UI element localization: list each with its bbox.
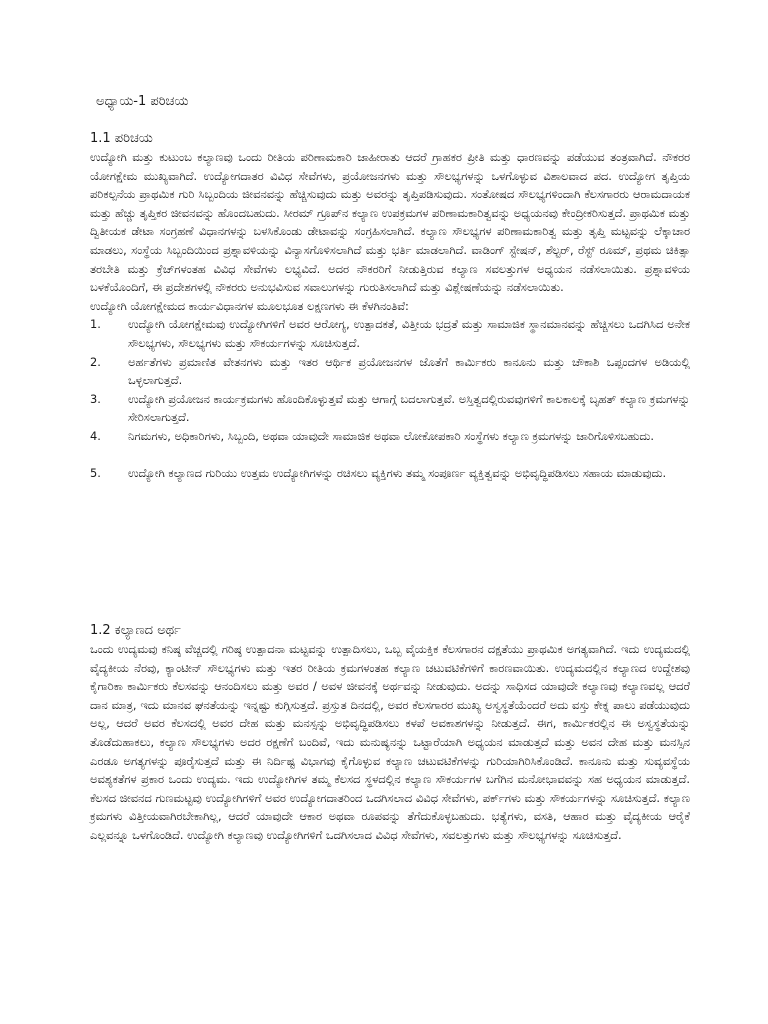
list-item-number: 1. xyxy=(90,317,101,332)
list-item-number: 4. xyxy=(90,428,101,443)
list-item-number: 3. xyxy=(90,391,101,406)
body-paragraph: ಒಂದು ಉದ್ಯಮವು ಕನಿಷ್ಠ ವೆಚ್ಚದಲ್ಲಿ ಗರಿಷ್ಠ ಉತ್ಪಾದನಾ ಮಟ್ಟವನ್ನು ಉತ್ಪಾದಿಸಲು, ಒಬ್ಬ ವೈಯಕ್ತಿಕ ಕೆಲಸಗಾರನ ದಕ್ಷತೆಯು ಪ್ರಾಥಮಿಕ ಅಗತ್ಯವಾಗಿದೆ. ಇದು ಉದ್ಯಮದಲ್ಲಿ ವೈದ್ಯಕೀಯ ನೆರವು, ಕ್ಯಾಂಟೀನ್ ಸೌಲಭ್ಯಗಳು ಮತ್ತು ಇತರ ರೀತಿಯ ಕ್ರಮಗಳಂತಹ ಕಲ್ಯಾಣ ಚಟುವಟಿಕೆಗಳಿಗೆ ಕಾರಣವಾಯಿತು. ಉದ್ಯಮದಲ್ಲಿನ ಕಲ್ಯಾಣದ ಉದ್ದೇಶವು ಕೈಗಾರಿಕಾ ಕಾರ್ಮಿಕರು ಕೆಲಸವನ್ನು ಆನಂದಿಸಲು ಮತ್ತು ಅವರ / ಅವಳ ಜೀವನಕ್ಕೆ ಅರ್ಥವನ್ನು ನೀಡುವುದು. ಅದನ್ನು ಸಾಧಿಸದ ಯಾವುದೇ ಕಲ್ಯಾಣವು ಕಲ್ಯಾಣವಲ್ಲ ಆದರೆ ದಾನ ಮಾತ್ರ, ಇದು ಮಾನವ ಘನತೆಯನ್ನು ಇನ್ನಷ್ಟು ಕುಗ್ಗಿಸುತ್ತದೆ. ಪ್ರಸ್ತುತ ದಿನದಲ್ಲಿ, ಅವರ ಕೆಲಸಗಾರರ ಮುಖ್ಯ ಅಸ್ವಸ್ಥತೆಯೆಂದರೆ ಅದು ವಸ್ತು ಕೇಕ್ನ ಪಾಲು ಪಡೆಯುವುದು ಅಲ್ಲ, ಆದರೆ ಅವರ ಕೆಲಸದಲ್ಲಿ ಅವರ ದೇಹ ಮತ್ತು ಮನಸ್ಸನ್ನು ಅಭಿವೃದ್ಧಿಪಡಿಸಲು ಕಳಪೆ ಅವಕಾಶಗಳನ್ನು ನೀಡುತ್ತದೆ. ಈಗ, ಕಾರ್ಮಿಕರಲ್ಲಿನ ಈ ಅಸ್ವಸ್ಥತೆಯನ್ನು ತೊಡೆದುಹಾಕಲು, ಕಲ್ಯಾಣ ಸೌಲಭ್ಯಗಳು ಅದರ ರಕ್ಷಣೆಗೆ ಬಂದಿವೆ, ಇದು ಮನುಷ್ಯನನ್ನು ಒಟ್ಟಾರೆಯಾಗಿ ಅಧ್ಯಯನ ಮಾಡುತ್ತದೆ ಮತ್ತು ಅವನ ದೇಹ ಮತ್ತು ಮನಸ್ಸಿನ ಎರಡೂ ಅಗತ್ಯಗಳನ್ನು ಪೂರೈಸುತ್ತದೆ ಮತ್ತು ಈ ನಿರ್ದಿಷ್ಟ ವಿಭಾಗವು ಕೈಗೊಳ್ಳುವ ಕಲ್ಯಾಣ ಚಟುವಟಿಕೆಗಳನ್ನು ಗುರಿಯಾಗಿರಿಸಿಕೊಂಡಿದೆ. ಕಾನೂನು ಮತ್ತು ಸುವ್ಯವಸ್ಥೆಯ ಅವಶ್ಯಕತೆಗಳ ಪ್ರಕಾರ ಒಂದು ಉದ್ಯಮ. ಇದು ಉದ್ಯೋಗಿಗಳ ತಮ್ಮ ಕೆಲಸದ ಸ್ಥಳದಲ್ಲಿನ ಕಲ್ಯಾಣ ಸೌಕರ್ಯಗಳ ಬಗೆಗಿನ ಮನೋಭಾವವನ್ನು ಸಹ ಅಧ್ಯಯನ ಮಾಡುತ್ತದೆ. ಕೆಲಸದ ಜೀವನದ ಗುಣಮಟ್ಟವು ಉದ್ಯೋಗಿಗಳಿಗೆ ಅವರ ಉದ್ಯೋಗದಾತರಿಂದ ಒದಗಿಸಲಾದ ವಿವಿಧ ಸೇವೆಗಳು, ಪರ್ಕ್‌ಗಳು ಮತ್ತು ಸೌಕರ್ಯಗಳನ್ನು ಸೂಚಿಸುತ್ತದೆ. ಕಲ್ಯಾಣ ಕ್ರಮಗಳು ವಿತ್ತೀಯವಾಗಿರಬೇಕಾಗಿಲ್ಲ, ಆದರೆ ಯಾವುದೇ ಆಕಾರ ಅಥವಾ ರೂಪವನ್ನು ತೆಗೆದುಕೊಳ್ಳಬಹುದು. ಭತ್ಯೆಗಳು, ವಸತಿ, ಆಹಾರ ಮತ್ತು ವೈದ್ಯಕೀಯ ಆರೈಕೆ ಎಲ್ಲವನ್ನೂ ಒಳಗೊಂಡಿದೆ. ಉದ್ಯೋಗಿ ಕಲ್ಯಾಣವು ಉದ್ಯೋಗಿಗಳಿಗೆ ಒದಗಿಸಲಾದ ವಿವಿಧ ಸೇವೆಗಳು, ಸವಲತ್ತುಗಳು ಮತ್ತು ಸೌಲಭ್ಯಗಳನ್ನು ಸೂಚಿಸುತ್ತದೆ. xyxy=(90,642,690,842)
list-item-text: ನಿಗಮಗಳು, ಅಧಿಕಾರಿಗಳು, ಸಿಬ್ಬಂದಿ, ಅಥವಾ ಯಾವುದೇ ಸಾಮಾಜಿಕ ಅಥವಾ ಲೋಕೋಪಕಾರಿ ಸಂಸ್ಥೆಗಳು ಕಲ್ಯಾಣ ಕ್ರಮಗಳನ್ನು ಜಾರಿಗೊಳಿಸಬಹುದು. xyxy=(128,428,654,443)
intro-paragraph: ಉದ್ಯೋಗಿ ಮತ್ತು ಕುಟುಂಬ ಕಲ್ಯಾಣವು ಒಂದು ರೀತಿಯ ಪರಿಣಾಮಕಾರಿ ಜಾಹೀರಾತು ಆದರೆ ಗ್ರಾಹಕರ ಪ್ರೀತಿ ಮತ್ತು ಧಾರಣವನ್ನು ಪಡೆಯುವ ತಂತ್ರವಾಗಿದೆ. ನೌಕರರ ಯೋಗಕ್ಷೇಮ ಮುಖ್ಯವಾಗಿದೆ. ಉದ್ಯೋಗದಾತರ ವಿವಿಧ ಸೇವೆಗಳು, ಪ್ರಯೋಜನಗಳು ಮತ್ತು ಸೌಲಭ್ಯಗಳನ್ನು ಒಳಗೊಳ್ಳುವ ವಿಶಾಲವಾದ ಪದ. ಉದ್ಯೋಗ ತೃಪ್ತಿಯ ಪರಿಕಲ್ಪನೆಯ ಪ್ರಾಥಮಿಕ ಗುರಿ ಸಿಬ್ಬಂದಿಯ ಜೀವನವನ್ನು ಹೆಚ್ಚಿಸುವುದು ಮತ್ತು ಅವರನ್ನು ತೃಪ್ತಿಪಡಿಸುವುದು. ಸಂತೋಷದ ಸೌಲಭ್ಯಗಳಿಂದಾಗಿ ಕೆಲಸಗಾರರು ಆರಾಮದಾಯಕ ಮತ್ತು ಹೆಚ್ಚು ತೃಪ್ತಿಕರ ಜೀವನವನ್ನು ಹೊಂದಬಹುದು. ಸೀರಮ್ ಗ್ರೂಪ್‌ನ ಕಲ್ಯಾಣ ಉಪಕ್ರಮಗಳ ಪರಿಣಾಮಕಾರಿತ್ವವನ್ನು ಅಧ್ಯಯನವು ಕೇಂದ್ರೀಕರಿಸುತ್ತದೆ. ಪ್ರಾಥಮಿಕ ಮತ್ತು ದ್ವಿತೀಯಕ ಡೇಟಾ ಸಂಗ್ರಹಣೆ ವಿಧಾನಗಳನ್ನು ಬಳಸಿಕೊಂಡು ಡೇಟಾವನ್ನು ಸಂಗ್ರಹಿಸಲಾಗಿದೆ. ಕಲ್ಯಾಣ ಸೌಲಭ್ಯಗಳ ಪರಿಣಾಮಕಾರಿತ್ವ ಮತ್ತು ತೃಪ್ತಿ ಮಟ್ಟವನ್ನು ಲೆಕ್ಕಾಚಾರ ಮಾಡಲು, ಸಂಸ್ಥೆಯ ಸಿಬ್ಬಂದಿಯಿಂದ ಪ್ರಶ್ನಾವಳಿಯನ್ನು ವಿನ್ಯಾಸಗೊಳಿಸಲಾಗಿದೆ ಮತ್ತು ಭರ್ತಿ ಮಾಡಲಾಗಿದೆ. ವಾಡಿಂಗ್ ಸ್ಟೇಷನ್, ಶೆಲ್ಟರ್, ರೆಸ್ಟ್ ರೂಮ್, ಪ್ರಥಮ ಚಿಕಿತ್ಸಾ ತರಬೇತಿ ಮತ್ತು ಕ್ರೆಚ್‌ಗಳಂತಹ ವಿವಿಧ ಸೇವೆಗಳು ಲಭ್ಯವಿದೆ. ಅದರ ನೌಕರರಿಗೆ ನೀಡುತ್ತಿರುವ ಕಲ್ಯಾಣ ಸವಲತ್ತುಗಳ ಅಧ್ಯಯನ ನಡೆಸಲಾಯಿತು. ಪ್ರಶ್ನಾವಳಿಯ ಬಳಕೆಯೊಂದಿಗೆ, ಈ ಪ್ರದೇಶಗಳಲ್ಲಿ ನೌಕರರು ಅನುಭವಿಸುವ ಸವಾಲುಗಳನ್ನು ಗುರುತಿಸಲಾಗಿದೆ ಮತ್ತು ವಿಶ್ಲೇಷಣೆಯನ್ನು ನಡೆಸಲಾಯಿತು. xyxy=(90,150,690,295)
list-item-text: ಉದ್ಯೋಗಿ ಯೋಗಕ್ಷೇಮವು ಉದ್ಯೋಗಿಗಳಿಗೆ ಅವರ ಆರೋಗ್ಯ, ಉತ್ಪಾದಕತೆ, ವಿತ್ತೀಯ ಭದ್ರತೆ ಮತ್ತು ಸಾಮಾಜಿಕ ಸ್ಥಾನಮಾನವನ್ನು ಹೆಚ್ಚಿಸಲು ಒದಗಿಸಿದ ಅನೇಕ ಸೌಲಭ್ಯಗಳು, ಸೌಲಭ್ಯಗಳು ಮತ್ತು ಸೌಕರ್ಯಗಳನ್ನು ಸೂಚಿಸುತ್ತದೆ. xyxy=(128,317,690,350)
list-intro: ಉದ್ಯೋಗಿ ಯೋಗಕ್ಷೇಮದ ಕಾರ್ಯವಿಧಾನಗಳ ಮೂಲಭೂತ ಲಕ್ಷಣಗಳು ಈ ಕೆಳಗಿನಂತಿವೆ: xyxy=(90,298,409,313)
list-item-number: 2. xyxy=(90,354,101,369)
spacer xyxy=(90,446,690,464)
list-item xyxy=(90,315,690,352)
list-item-number: 5. xyxy=(90,465,101,480)
section-heading: 1.2 ಕಲ್ಯಾಣದ ಅರ್ಥ xyxy=(90,623,181,638)
list-item-text: ಉದ್ಯೋಗಿ ಪ್ರಯೋಜನ ಕಾರ್ಯಕ್ರಮಗಳು ಹೊಂದಿಕೊಳ್ಳುತ್ತವೆ ಮತ್ತು ಆಗಾಗ್ಗೆ ಬದಲಾಗುತ್ತವೆ. ಅಸ್ತಿತ್ವದಲ್ಲಿರುವವುಗಳಿಗೆ ಕಾಲಕಾಲಕ್ಕೆ ಬೃಹತ್ ಕಲ್ಯಾಣ ಕ್ರಮಗಳನ್ನು ಸೇರಿಸಲಾಗುತ್ತದೆ. xyxy=(128,391,690,425)
list-item xyxy=(90,353,690,390)
chapter-title: ಅಧ್ಯಾಯ-1 ಪರಿಚಯ xyxy=(96,94,189,109)
list-item-text: ಅರ್ಹತೆಗಳು ಪ್ರಮಾಣಿತ ವೇತನಗಳು ಮತ್ತು ಇತರ ಆರ್ಥಿಕ ಪ್ರಯೋಜನಗಳ ಜೊತೆಗೆ ಕಾರ್ಮಿಕರು ಕಾನೂನು ಮತ್ತು ಚೌಕಾಶಿ ಒಪ್ಪಂದಗಳ ಅಡಿಯಲ್ಲಿ ಒಳ್ಳಲಾಗುತ್ತದೆ. xyxy=(128,354,690,388)
list-item-text: ಉದ್ಯೋಗಿ ಕಲ್ಯಾಣದ ಗುರಿಯು ಉತ್ತಮ ಉದ್ಯೋಗಿಗಳನ್ನು ರಚಿಸಲು ವ್ಯಕ್ತಿಗಳು ತಮ್ಮ ಸಂಪೂರ್ಣ ವ್ಯಕ್ತಿತ್ವವನ್ನು ಅಭಿವೃದ್ಧಿಪಡಿಸಲು ಸಹಾಯ ಮಾಡುವುದು. xyxy=(128,465,667,480)
list-item xyxy=(90,464,690,483)
section-introduction xyxy=(90,130,690,482)
section-heading: 1.1 ಪರಿಚಯ xyxy=(90,131,153,146)
list-item xyxy=(90,390,690,427)
section-meaning-of-welfare xyxy=(90,622,690,845)
list-item xyxy=(90,427,690,446)
